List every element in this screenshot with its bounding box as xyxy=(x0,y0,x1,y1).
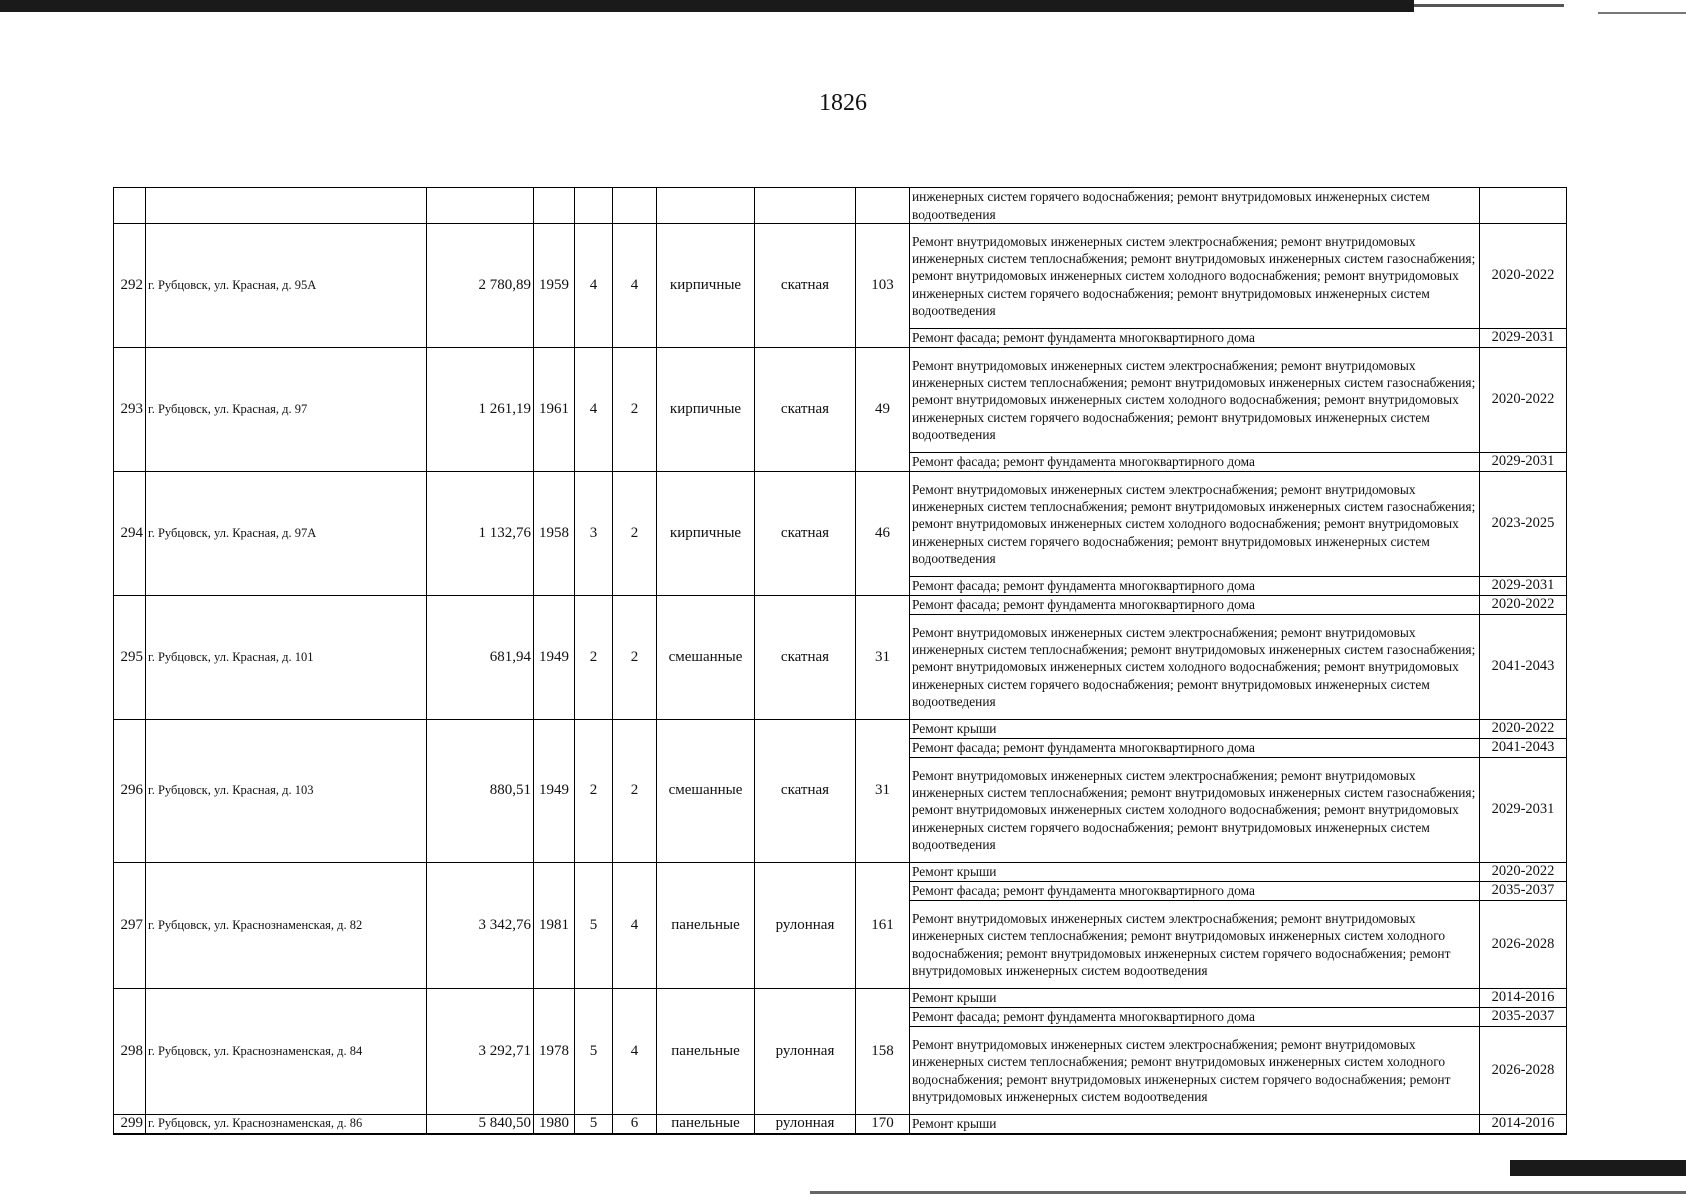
wall-material-cell: панельные xyxy=(657,989,755,1115)
residents-count-cell xyxy=(856,188,910,224)
work-period-cell: 2029-2031 xyxy=(1480,329,1567,348)
year-built-cell: 1959 xyxy=(534,224,575,348)
wall-material-cell xyxy=(657,188,755,224)
work-period-cell: 2023-2025 xyxy=(1480,472,1567,577)
wall-material-cell: смешанные xyxy=(657,596,755,720)
wall-material-cell: кирпичные xyxy=(657,348,755,472)
scan-edge-top xyxy=(0,0,1414,12)
address-cell: г. Рубцовск, ул. Красная, д. 95А xyxy=(146,224,427,348)
work-period-cell: 2020-2022 xyxy=(1480,348,1567,453)
row-number-cell: 299 xyxy=(114,1115,146,1135)
work-period-cell: 2014-2016 xyxy=(1480,1115,1567,1135)
work-description-cell: Ремонт фасада; ремонт фундамента многоквартирного дома xyxy=(910,329,1480,348)
floors-count-cell: 5 xyxy=(575,1115,613,1135)
work-description-cell: Ремонт внутридомовых инженерных систем электроснабжения; ремонт внутридомовых инженерных систем теплоснабжения; ремонт внутридомовых инженерных систем холодного водоснабжения; ремонт внутридомовых инженерных систем горячего водоснабжения; ремонт внутридомовых инженерных систем водоотведения xyxy=(910,1027,1480,1115)
address-cell: г. Рубцовск, ул. Красная, д. 103 xyxy=(146,720,427,863)
work-period-cell: 2014-2016 xyxy=(1480,989,1567,1008)
floors-count-cell xyxy=(575,188,613,224)
work-description-cell: Ремонт внутридомовых инженерных систем электроснабжения; ремонт внутридомовых инженерных систем теплоснабжения; ремонт внутридомовых инженерных систем газоснабжения; ремонт внутридомовых инженерных систем холодного водоснабжения; ремонт внутридомовых инженерных систем горячего водоснабжения; ремонт внутридомовых инженерных систем водоотведения xyxy=(910,348,1480,453)
total-area-cell: 681,94 xyxy=(427,596,534,720)
work-description-cell: Ремонт фасада; ремонт фундамента многоквартирного дома xyxy=(910,453,1480,472)
work-period-cell: 2041-2043 xyxy=(1480,739,1567,758)
entrances-count-cell xyxy=(613,188,657,224)
floors-count-cell: 2 xyxy=(575,596,613,720)
table-row xyxy=(114,1115,1567,1135)
roof-type-cell xyxy=(755,188,856,224)
work-description-cell: Ремонт крыши xyxy=(910,1115,1480,1135)
work-description-cell: Ремонт внутридомовых инженерных систем электроснабжения; ремонт внутридомовых инженерных систем теплоснабжения; ремонт внутридомовых инженерных систем газоснабжения; ремонт внутридомовых инженерных систем холодного водоснабжения; ремонт внутридомовых инженерных систем горячего водоснабжения; ремонт внутридомовых инженерных систем водоотведения xyxy=(910,472,1480,577)
floors-count-cell: 2 xyxy=(575,720,613,863)
row-number-cell: 294 xyxy=(114,472,146,596)
work-period-cell: 2029-2031 xyxy=(1480,758,1567,863)
wall-material-cell: кирпичные xyxy=(657,224,755,348)
address-cell: г. Рубцовск, ул. Краснознаменская, д. 86 xyxy=(146,1115,427,1135)
row-number-cell: 296 xyxy=(114,720,146,863)
work-description-cell: Ремонт внутридомовых инженерных систем электроснабжения; ремонт внутридомовых инженерных систем теплоснабжения; ремонт внутридомовых инженерных систем холодного водоснабжения; ремонт внутридомовых инженерных систем горячего водоснабжения; ремонт внутридомовых инженерных систем водоотведения xyxy=(910,901,1480,989)
year-built-cell: 1978 xyxy=(534,989,575,1115)
floors-count-cell: 5 xyxy=(575,863,613,989)
table-row xyxy=(114,989,1567,1008)
floors-count-cell: 3 xyxy=(575,472,613,596)
address-cell: г. Рубцовск, ул. Краснознаменская, д. 82 xyxy=(146,863,427,989)
work-period-cell: 2020-2022 xyxy=(1480,596,1567,615)
entrances-count-cell: 2 xyxy=(613,348,657,472)
work-period-cell: 2035-2037 xyxy=(1480,1008,1567,1027)
page-number: 1826 xyxy=(819,90,867,116)
work-description-cell: Ремонт крыши xyxy=(910,989,1480,1008)
entrances-count-cell: 2 xyxy=(613,720,657,863)
entrances-count-cell: 4 xyxy=(613,989,657,1115)
entrances-count-cell: 2 xyxy=(613,596,657,720)
roof-type-cell: рулонная xyxy=(755,863,856,989)
table-row xyxy=(114,472,1567,577)
residents-count-cell: 46 xyxy=(856,472,910,596)
address-cell: г. Рубцовск, ул. Красная, д. 97 xyxy=(146,348,427,472)
year-built-cell: 1949 xyxy=(534,596,575,720)
row-number-cell xyxy=(114,188,146,224)
scan-edge-bottom xyxy=(1510,1160,1686,1176)
work-description-cell: Ремонт крыши xyxy=(910,720,1480,739)
table-row xyxy=(114,863,1567,882)
work-description-cell: Ремонт крыши xyxy=(910,863,1480,882)
total-area-cell: 880,51 xyxy=(427,720,534,863)
work-period-cell: 2020-2022 xyxy=(1480,720,1567,739)
scan-mark-top-right xyxy=(1598,12,1686,14)
total-area-cell xyxy=(427,188,534,224)
residents-count-cell: 49 xyxy=(856,348,910,472)
work-period-cell: 2041-2043 xyxy=(1480,615,1567,720)
roof-type-cell: скатная xyxy=(755,596,856,720)
address-cell: г. Рубцовск, ул. Краснознаменская, д. 84 xyxy=(146,989,427,1115)
total-area-cell: 3 292,71 xyxy=(427,989,534,1115)
work-description-cell: Ремонт фасада; ремонт фундамента многоквартирного дома xyxy=(910,739,1480,758)
total-area-cell: 1 261,19 xyxy=(427,348,534,472)
year-built-cell: 1980 xyxy=(534,1115,575,1135)
entrances-count-cell: 6 xyxy=(613,1115,657,1135)
residents-count-cell: 170 xyxy=(856,1115,910,1135)
work-description-cell: инженерных систем горячего водоснабжения; ремонт внутридомовых инженерных систем водоотведения xyxy=(910,188,1480,224)
work-period-cell: 2029-2031 xyxy=(1480,453,1567,472)
repair-schedule-table xyxy=(113,187,1567,1135)
work-period-cell: 2026-2028 xyxy=(1480,901,1567,989)
year-built-cell: 1958 xyxy=(534,472,575,596)
work-description-cell: Ремонт внутридомовых инженерных систем электроснабжения; ремонт внутридомовых инженерных систем теплоснабжения; ремонт внутридомовых инженерных систем газоснабжения; ремонт внутридомовых инженерных систем холодного водоснабжения; ремонт внутридомовых инженерных систем горячего водоснабжения; ремонт внутридомовых инженерных систем водоотведения xyxy=(910,758,1480,863)
entrances-count-cell: 4 xyxy=(613,224,657,348)
residents-count-cell: 158 xyxy=(856,989,910,1115)
work-description-cell: Ремонт фасада; ремонт фундамента многоквартирного дома xyxy=(910,577,1480,596)
wall-material-cell: кирпичные xyxy=(657,472,755,596)
entrances-count-cell: 4 xyxy=(613,863,657,989)
floors-count-cell: 4 xyxy=(575,348,613,472)
scan-line-bottom xyxy=(810,1191,1686,1194)
work-description-cell: Ремонт фасада; ремонт фундамента многоквартирного дома xyxy=(910,1008,1480,1027)
wall-material-cell: панельные xyxy=(657,1115,755,1135)
work-period-cell: 2026-2028 xyxy=(1480,1027,1567,1115)
roof-type-cell: скатная xyxy=(755,348,856,472)
roof-type-cell: рулонная xyxy=(755,1115,856,1135)
table-row xyxy=(114,188,1567,224)
year-built-cell xyxy=(534,188,575,224)
roof-type-cell: рулонная xyxy=(755,989,856,1115)
total-area-cell: 1 132,76 xyxy=(427,472,534,596)
wall-material-cell: панельные xyxy=(657,863,755,989)
year-built-cell: 1961 xyxy=(534,348,575,472)
year-built-cell: 1981 xyxy=(534,863,575,989)
scan-edge-top-thin xyxy=(1414,4,1564,7)
address-cell: г. Рубцовск, ул. Красная, д. 101 xyxy=(146,596,427,720)
residents-count-cell: 161 xyxy=(856,863,910,989)
row-number-cell: 295 xyxy=(114,596,146,720)
work-description-cell: Ремонт фасада; ремонт фундамента многоквартирного дома xyxy=(910,882,1480,901)
row-number-cell: 292 xyxy=(114,224,146,348)
total-area-cell: 5 840,50 xyxy=(427,1115,534,1135)
work-period-cell: 2020-2022 xyxy=(1480,863,1567,882)
work-period-cell: 2020-2022 xyxy=(1480,224,1567,329)
floors-count-cell: 4 xyxy=(575,224,613,348)
address-cell xyxy=(146,188,427,224)
work-period-cell xyxy=(1480,188,1567,224)
table-body xyxy=(114,188,1567,1135)
residents-count-cell: 103 xyxy=(856,224,910,348)
year-built-cell: 1949 xyxy=(534,720,575,863)
residents-count-cell: 31 xyxy=(856,720,910,863)
row-number-cell: 293 xyxy=(114,348,146,472)
residents-count-cell: 31 xyxy=(856,596,910,720)
roof-type-cell: скатная xyxy=(755,720,856,863)
table-row xyxy=(114,348,1567,453)
work-period-cell: 2029-2031 xyxy=(1480,577,1567,596)
table-row xyxy=(114,720,1567,739)
entrances-count-cell: 2 xyxy=(613,472,657,596)
total-area-cell: 2 780,89 xyxy=(427,224,534,348)
address-cell: г. Рубцовск, ул. Красная, д. 97А xyxy=(146,472,427,596)
total-area-cell: 3 342,76 xyxy=(427,863,534,989)
roof-type-cell: скатная xyxy=(755,224,856,348)
table-row xyxy=(114,224,1567,329)
work-description-cell: Ремонт внутридомовых инженерных систем электроснабжения; ремонт внутридомовых инженерных систем теплоснабжения; ремонт внутридомовых инженерных систем газоснабжения; ремонт внутридомовых инженерных систем холодного водоснабжения; ремонт внутридомовых инженерных систем горячего водоснабжения; ремонт внутридомовых инженерных систем водоотведения xyxy=(910,615,1480,720)
row-number-cell: 297 xyxy=(114,863,146,989)
wall-material-cell: смешанные xyxy=(657,720,755,863)
work-description-cell: Ремонт внутридомовых инженерных систем электроснабжения; ремонт внутридомовых инженерных систем теплоснабжения; ремонт внутридомовых инженерных систем газоснабжения; ремонт внутридомовых инженерных систем холодного водоснабжения; ремонт внутридомовых инженерных систем горячего водоснабжения; ремонт внутридомовых инженерных систем водоотведения xyxy=(910,224,1480,329)
row-number-cell: 298 xyxy=(114,989,146,1115)
table-row xyxy=(114,596,1567,615)
work-period-cell: 2035-2037 xyxy=(1480,882,1567,901)
roof-type-cell: скатная xyxy=(755,472,856,596)
floors-count-cell: 5 xyxy=(575,989,613,1115)
work-description-cell: Ремонт фасада; ремонт фундамента многоквартирного дома xyxy=(910,596,1480,615)
